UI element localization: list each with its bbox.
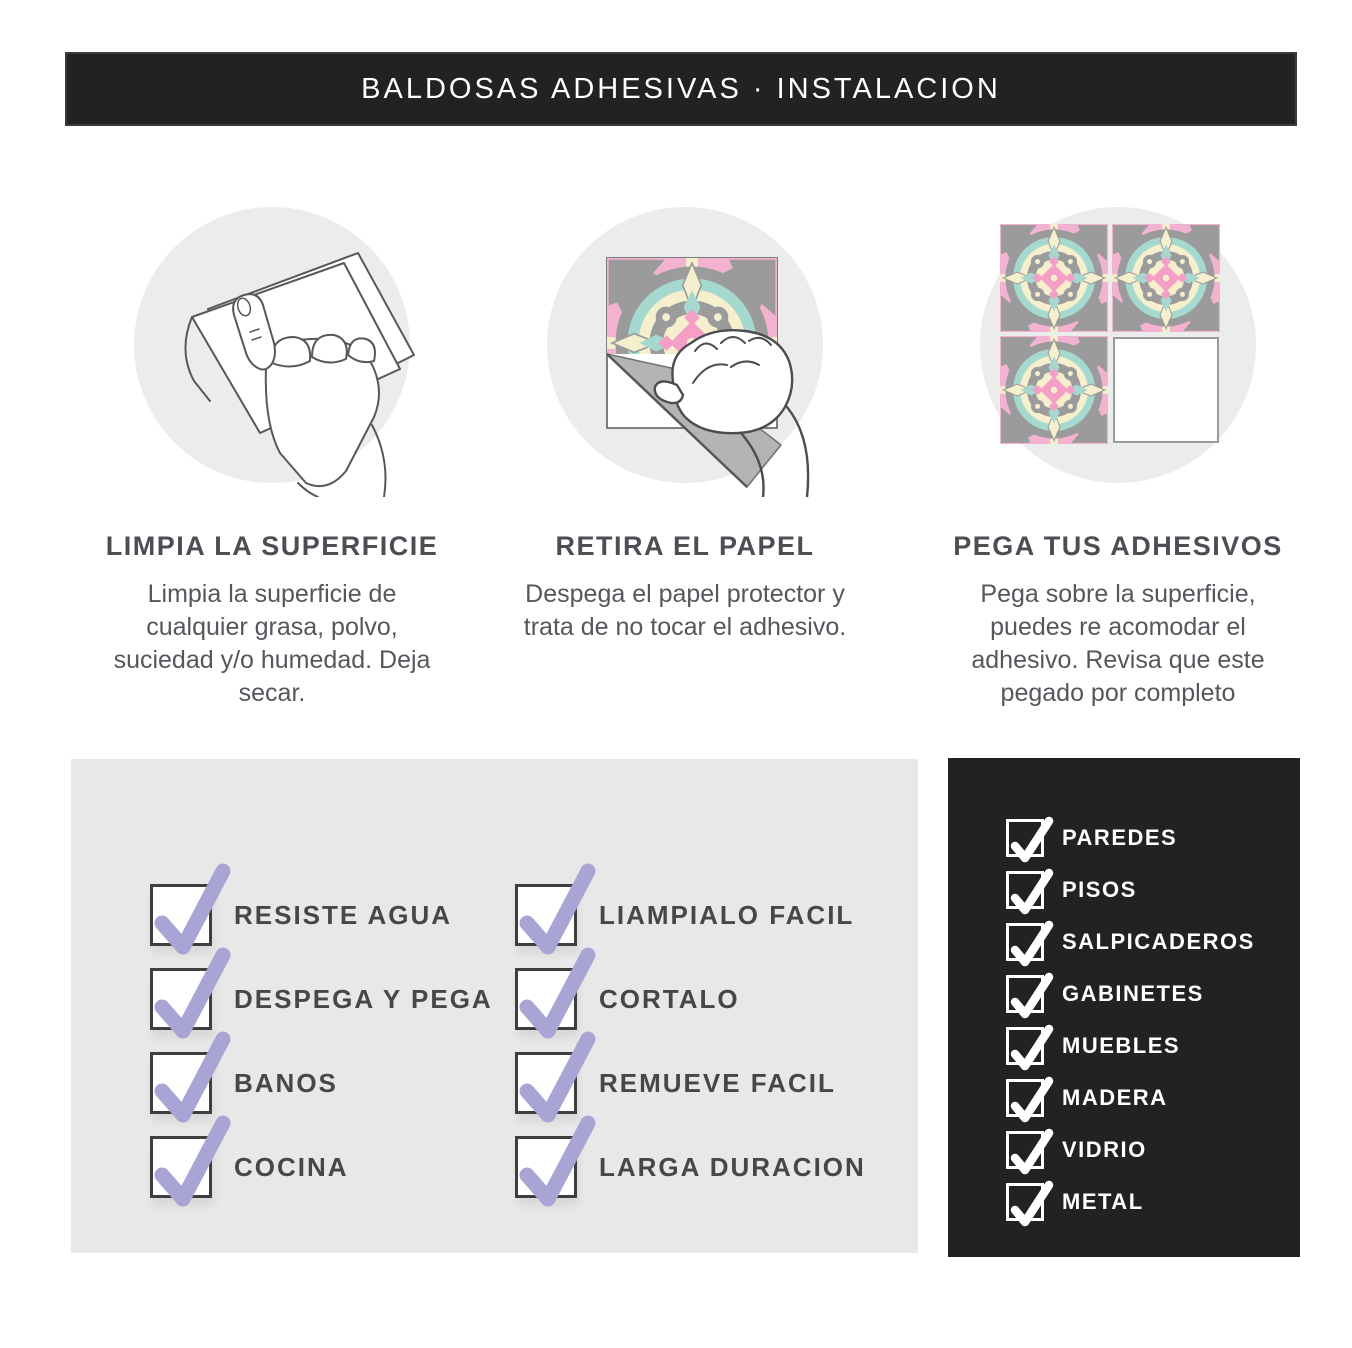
surface-checkbox — [1006, 1183, 1044, 1221]
feature-checkbox — [150, 1136, 212, 1198]
feature-row — [150, 1136, 493, 1198]
check-icon — [1005, 866, 1057, 920]
feature-label: CORTALO — [599, 983, 740, 1014]
check-icon — [147, 1111, 235, 1209]
surface-checkbox — [1006, 871, 1044, 909]
surface-label: MADERA — [1062, 1085, 1168, 1110]
surface-label: GABINETES — [1062, 981, 1204, 1006]
check-icon — [1005, 1022, 1057, 1076]
surface-label: SALPICADEROS — [1062, 929, 1255, 954]
feature-label: COCINA — [234, 1151, 349, 1182]
feature-row — [515, 1136, 866, 1198]
surface-label: METAL — [1062, 1189, 1144, 1214]
feature-row — [150, 884, 493, 946]
surface-label: PAREDES — [1062, 825, 1178, 850]
feature-label: REMUEVE FACIL — [599, 1067, 836, 1098]
step-column-stick — [908, 185, 1328, 710]
step-column-clean — [62, 185, 482, 710]
feature-label: LIAMPIALO FACIL — [599, 899, 855, 930]
surface-row — [1006, 1026, 1255, 1066]
step-description: Despega el papel protector y trata de no tocar el adhesivo. — [523, 580, 847, 641]
feature-label: LARGA DURACION — [599, 1151, 866, 1182]
surface-label: VIDRIO — [1062, 1137, 1147, 1162]
feature-row — [515, 1052, 866, 1114]
feature-row — [150, 968, 493, 1030]
feature-label: DESPEGA Y PEGA — [234, 983, 493, 1014]
check-icon — [1005, 918, 1057, 972]
tile-grid-illustration — [968, 185, 1268, 497]
surface-row — [1006, 974, 1255, 1014]
step-description: Pega sobre la superficie, puedes re acomodar el adhesivo. Revisa que este pegado por completo — [971, 580, 1265, 707]
surface-checkbox — [1006, 975, 1044, 1013]
features-column-left — [150, 884, 493, 1220]
feature-row — [515, 884, 866, 946]
surface-label: MUEBLES — [1062, 1033, 1181, 1058]
step-title: PEGA TUS ADHESIVOS — [953, 531, 1283, 561]
check-icon — [1005, 1126, 1057, 1180]
surface-row — [1006, 1078, 1255, 1118]
feature-checkbox — [515, 884, 577, 946]
feature-checkbox — [515, 1052, 577, 1114]
feature-checkbox — [150, 968, 212, 1030]
feature-label: BANOS — [234, 1067, 338, 1098]
check-icon — [1005, 814, 1057, 868]
feature-checkbox — [150, 1052, 212, 1114]
surface-checkbox — [1006, 1079, 1044, 1117]
surface-row — [1006, 818, 1255, 858]
header-bar — [65, 52, 1297, 126]
page-title: BALDOSAS ADHESIVAS · INSTALACION — [361, 72, 1001, 105]
feature-checkbox — [150, 884, 212, 946]
surface-row — [1006, 1182, 1255, 1222]
feature-label: RESISTE AGUA — [234, 899, 453, 930]
feature-row — [515, 968, 866, 1030]
features-panel — [71, 759, 918, 1253]
hand-wiping-cloth-illustration — [122, 185, 422, 497]
surfaces-column — [1006, 818, 1255, 1234]
check-icon — [512, 1111, 600, 1209]
feature-checkbox — [515, 968, 577, 1030]
step-column-peel — [475, 185, 895, 644]
feature-row — [150, 1052, 493, 1114]
hand-peeling-backing-illustration — [535, 185, 835, 497]
surface-label: PISOS — [1062, 877, 1137, 902]
surface-checkbox — [1006, 819, 1044, 857]
surface-checkbox — [1006, 1027, 1044, 1065]
step-description: Limpia la superficie de cualquier grasa, polvo, suciedad y/o humedad. Deja secar. — [113, 580, 431, 707]
blank-tile — [1114, 338, 1218, 442]
surface-row — [1006, 922, 1255, 962]
surface-checkbox — [1006, 923, 1044, 961]
surface-row — [1006, 1130, 1255, 1170]
features-column-right — [515, 884, 866, 1220]
step-title: LIMPIA LA SUPERFICIE — [105, 531, 439, 561]
step-title: RETIRA EL PAPEL — [555, 531, 815, 561]
feature-checkbox — [515, 1136, 577, 1198]
surface-row — [1006, 870, 1255, 910]
check-icon — [1005, 1178, 1057, 1232]
check-icon — [1005, 970, 1057, 1024]
check-icon — [1005, 1074, 1057, 1128]
surfaces-panel — [948, 758, 1300, 1257]
surface-checkbox — [1006, 1131, 1044, 1169]
